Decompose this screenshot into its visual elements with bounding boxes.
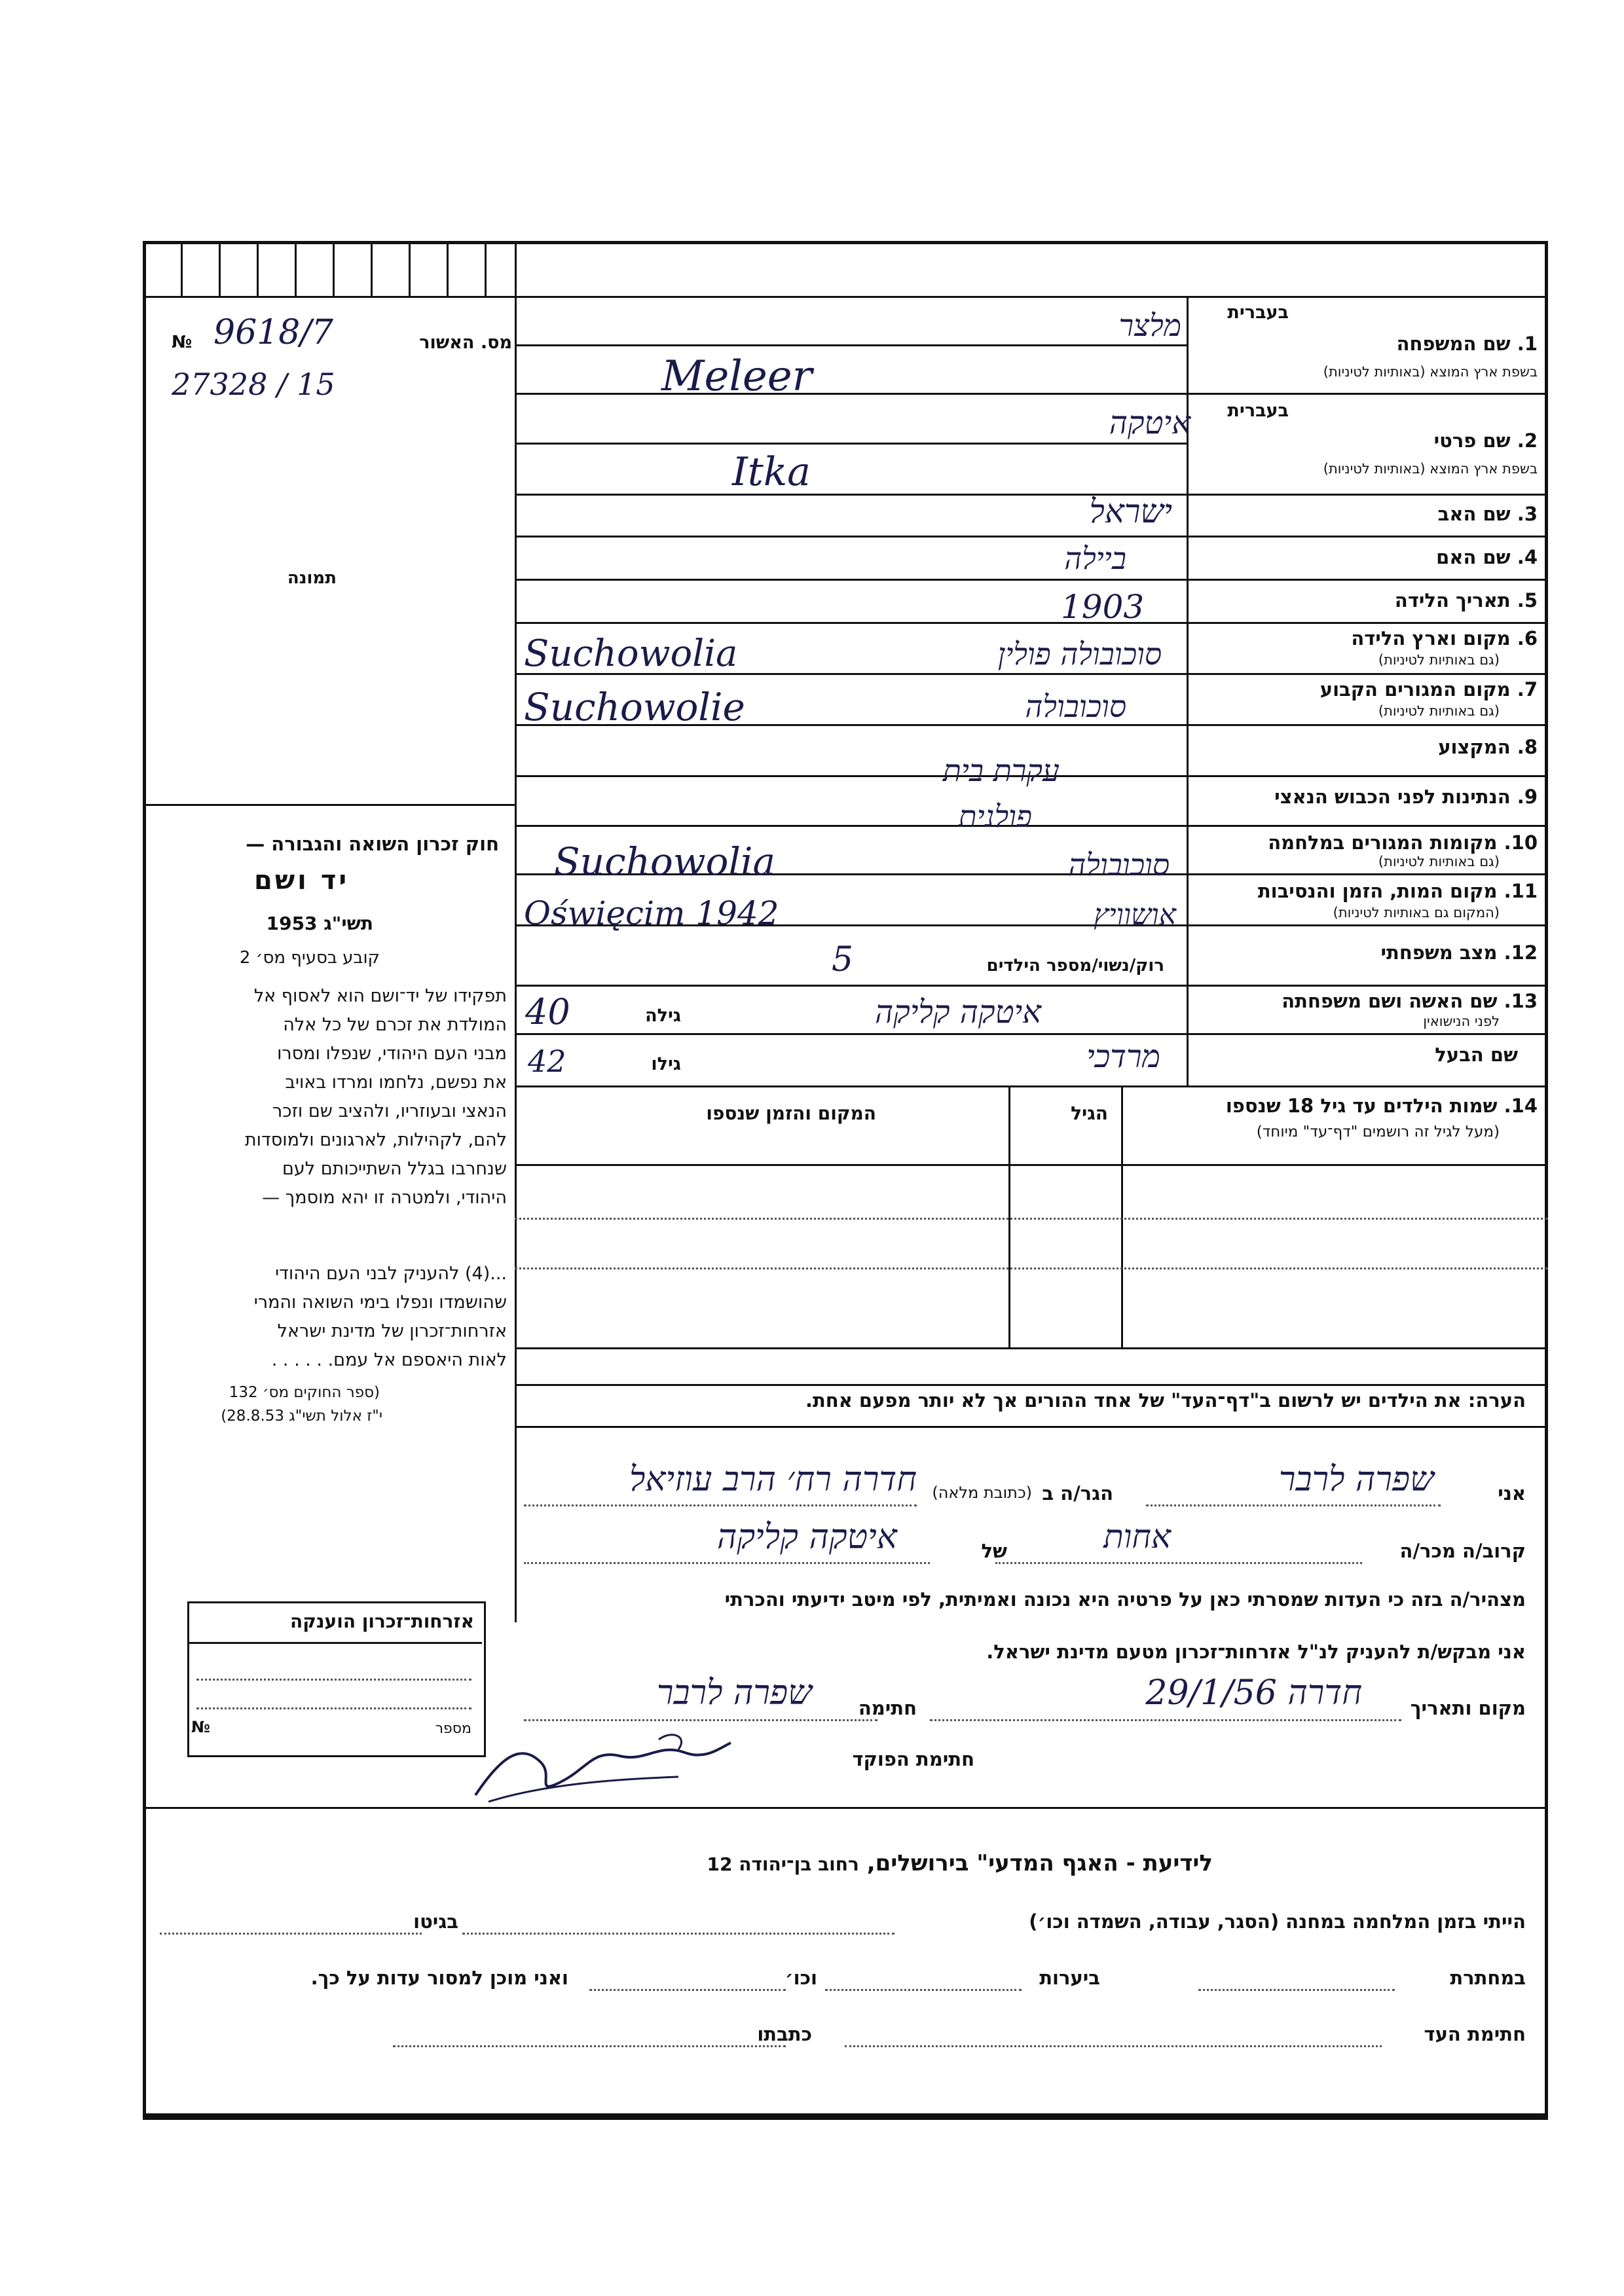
row-line (1187, 579, 1548, 581)
value-line (515, 536, 1187, 538)
field-13-label-text: שם האשה ושם משפחתה (1282, 990, 1498, 1012)
field-8-value: עקרת בית (942, 753, 1060, 788)
citizenship-title: אזרחות־זכרון הוענקה (290, 1611, 474, 1632)
children-label-text: שמות הילדים עד גיל 18 שנספו (1225, 1095, 1498, 1117)
info-line2-a: במחתרת (1450, 1967, 1526, 1989)
law-paragraph (166, 982, 507, 1212)
field-2-lang-label: בעברית (1227, 401, 1289, 421)
children-col-line (1008, 1085, 1010, 1347)
field-9-label (1274, 786, 1538, 808)
field-11-label-text: מקום המות, הזמן והנסיבות (1257, 880, 1498, 902)
witness-name: שפרה לרבר (1278, 1460, 1434, 1499)
field-7-number: 7. (1517, 678, 1538, 701)
law-source-date: י"ז אלול תשי"ג 28.8.53) (221, 1408, 382, 1425)
info-line2-dots (1198, 1989, 1395, 1991)
relation-value: אחות (1103, 1518, 1171, 1556)
field-11-hebrew-value: אושוויץ (1094, 898, 1176, 932)
row-line (1187, 924, 1548, 926)
relative-of-line (524, 1562, 930, 1564)
header-cell-line (181, 241, 183, 296)
field-1-label-text: שם המשפחה (1396, 333, 1511, 355)
children-sub: (מעל לגיל זה רושמים "דף־עד" מיוחד) (1256, 1123, 1500, 1140)
children-col-age: הגיל (1071, 1102, 1108, 1124)
field-1-lang-label: בעברית (1227, 302, 1289, 323)
photo-label: תמונה (287, 568, 337, 588)
certificate-number-label: מס. האשור (419, 333, 512, 353)
children-col-place: המקום והזמן שנספו (706, 1102, 876, 1124)
field-10-hebrew-value: סוכובולה (1068, 847, 1170, 883)
org-name: יד ושם (254, 866, 350, 896)
value-line (515, 494, 1187, 496)
field-2-label-text: שם פרטי (1433, 429, 1511, 452)
field-10-label (1268, 831, 1538, 854)
address-value: חדרה רח׳ הרב עוזיאל (629, 1460, 917, 1499)
field-4-label (1436, 546, 1538, 568)
law-line: ...(4) להעניק לבני העם היהודי (275, 1264, 507, 1284)
law-line: שהושמדו ונפלו בימי השואה והמרי (253, 1292, 507, 1313)
field-4-label-text: שם האם (1436, 546, 1511, 568)
note-bottom-line (515, 1426, 1548, 1428)
field-6-label (1351, 627, 1538, 649)
row-line (1187, 724, 1548, 726)
field-3-label (1438, 503, 1538, 525)
officer-label: חתימת הפוקד (852, 1748, 974, 1770)
law-line: הנאצי ובעוזריו, ולהציב שם וזכר (272, 1101, 507, 1121)
citizenship-line (196, 1679, 471, 1681)
info-line2-b: ביערות (1039, 1967, 1100, 1989)
certificate-handwritten-sub: 27328 / 15 (172, 367, 335, 402)
info-line1-dots-2 (160, 1933, 422, 1935)
place-date-label: מקום ותאריך (1410, 1697, 1526, 1719)
header-cell-line (485, 241, 487, 296)
header-cell-line (371, 241, 373, 296)
header-cell-line (447, 241, 449, 296)
field-2-sub: בשפת ארץ המוצא (באותיות לטיניות) (1323, 461, 1538, 477)
info-line2-end: ואני מוכן למסור עדות על כך. (310, 1967, 568, 1989)
field-5-label (1395, 589, 1538, 611)
info-title-text: לידיעת - האגף המדעי" בירושלים, (866, 1850, 1213, 1876)
place-date-line (930, 1719, 1401, 1721)
address-label: הגר/ה ב (1042, 1482, 1113, 1504)
field-1-label (1397, 333, 1538, 355)
field-1-number: 1. (1517, 333, 1538, 355)
field-7-label (1320, 678, 1538, 701)
field-12-value: 5 (832, 940, 854, 979)
info-line3-dots-2 (393, 2045, 786, 2047)
field-12-number: 12. (1504, 941, 1538, 964)
husband-age-label: גילו (651, 1054, 681, 1074)
field-5-number: 5. (1517, 589, 1538, 611)
field-6-number: 6. (1517, 627, 1538, 649)
citizenship-line (196, 1707, 471, 1709)
field-10-number: 10. (1504, 831, 1538, 854)
row-line (1187, 985, 1548, 987)
wife-name-value: איטקה קליקה (875, 994, 1041, 1030)
row-line (1187, 393, 1548, 395)
row-line (1187, 775, 1548, 777)
law-section: קובע בסעיף מס׳ 2 (239, 948, 380, 968)
left-column-divider (515, 241, 517, 1622)
info-address: רחוב בן־יהודה 12 (707, 1853, 859, 1875)
value-line (515, 579, 1187, 581)
field-1-sub: בשפת ארץ המוצא (באותיות לטיניות) (1323, 364, 1538, 380)
law-line: את נפשם, נלחמו ומרדו באויב (285, 1072, 507, 1093)
header-cell-line (219, 241, 221, 296)
field-8-label (1438, 736, 1538, 758)
header-cell-line (409, 241, 411, 296)
relative-of-value: איטקה קליקה (716, 1518, 897, 1557)
law-source: (ספר החוקים מס׳ 132 (229, 1384, 380, 1401)
law-line: שנחרבו בגלל השתייכותם לעם (282, 1159, 507, 1179)
field-6-value: Suchowolia (524, 632, 738, 675)
husband-name-value: מרדכי (1086, 1038, 1160, 1075)
field-11-sub: (המקום גם באותיות לטיניות) (1333, 905, 1500, 920)
children-row-line (515, 1218, 1548, 1220)
husband-label: שם הבעל (1435, 1044, 1518, 1066)
field-10-sub: (גם באותיות לטיניות) (1378, 854, 1500, 869)
note-line (515, 1384, 1548, 1386)
row-line (1187, 673, 1548, 675)
field-8-number: 8. (1517, 736, 1538, 758)
children-row-line (515, 1267, 1548, 1269)
row-line (1187, 494, 1548, 496)
field-8-label-text: המקצוע (1438, 736, 1511, 758)
field-7-value: Suchowolie (524, 685, 745, 729)
wife-age-value: 40 (525, 991, 570, 1032)
field-10-value: Suchowolia (554, 839, 776, 884)
field-11-label (1258, 880, 1538, 902)
info-line3-a: חתימת העד (1424, 2023, 1526, 2045)
field-6-sub: (גם באותיות לטיניות) (1378, 652, 1500, 668)
field-13-number: 13. (1504, 990, 1538, 1012)
law-line: מבני העם היהודי, שנפלו ומסרו (277, 1044, 507, 1064)
law-line: המולדת את זכרם של כל אלה (283, 1015, 507, 1035)
children-number: 14. (1504, 1095, 1538, 1117)
field-2-hebrew-value: איטקה (1109, 405, 1190, 441)
info-divider (143, 1807, 1548, 1809)
children-top-line (515, 1085, 1548, 1087)
signature-value: שפרה לרבר (656, 1673, 812, 1713)
info-line1-start: הייתי בזמן המלחמה במחנה (הסגר, עבודה, השמדה וכו׳) (1029, 1910, 1526, 1933)
relation-line (995, 1562, 1362, 1564)
field-13-sub: לפני הנישואין (1423, 1013, 1500, 1029)
info-line2-dots-2 (825, 1989, 1022, 1991)
header-cell-line (295, 241, 297, 296)
field-11-value: Oświęcim 1942 (524, 894, 779, 932)
testimony-line (1146, 1504, 1441, 1506)
field-6-hebrew-value: סוכובולה פולין (997, 636, 1162, 672)
field-1-hebrew-value: מלצר (1118, 308, 1181, 343)
field-13-label (1282, 990, 1538, 1012)
value-line (515, 344, 1187, 346)
field-4-number: 4. (1517, 546, 1538, 568)
children-label (1226, 1095, 1538, 1117)
info-line2-c: וכו׳ (784, 1967, 817, 1989)
info-line1-dots (462, 1933, 895, 1935)
law-line: אזרחות־זכרון של מדינת ישראל (277, 1321, 507, 1341)
field-7-sub: (גם באותיות לטיניות) (1378, 703, 1500, 719)
row-line (1187, 536, 1548, 538)
header-cell-line (257, 241, 259, 296)
field-5-value: 1903 (1061, 588, 1145, 626)
citizenship-number-label: מספר (435, 1721, 471, 1737)
citizenship-no-sign: № (191, 1718, 210, 1736)
field-12-row-label: רוק/נשוי/מספר הילדים (986, 956, 1164, 975)
value-line (515, 393, 1187, 395)
relative-label: קרוב/ה מכר/ה (1399, 1540, 1526, 1562)
request-text: אני מבקש/ת להעניק לנ"ל אזרחות־זכרון מטעם מדינת ישראל. (986, 1641, 1526, 1663)
info-line2-dots-3 (589, 1989, 786, 1991)
field-7-hebrew-value: סוכובולה (1025, 689, 1126, 724)
law-line: להם, לקהילות, לארגונים ולמוסדות (244, 1130, 507, 1150)
declaration-text: מצהיר/ה בזה כי העדות שמסרתי כאן על פרטיה היא נכונה ואמיתית, לפי מיטב ידיעתי והכרתי (724, 1588, 1526, 1611)
signature-label: חתימה (858, 1697, 917, 1719)
children-bottom-line (515, 1347, 1548, 1349)
value-line (515, 825, 1187, 827)
law-year: תשי"ג 1953 (266, 913, 373, 934)
field-3-number: 3. (1517, 503, 1538, 525)
field-3-value: ישראל (1089, 492, 1172, 530)
field-12-label-text: מצב משפחתי (1380, 941, 1498, 964)
children-note: הערה: את הילדים יש לרשום ב"דף־העד" של אחד ההורים אך לא יותר מפעם אחת. (805, 1389, 1526, 1412)
officer-signature-scribble (462, 1717, 744, 1815)
address-sub: (כתובת מלאה) (932, 1484, 1032, 1502)
law-paragraph-2 (166, 1260, 507, 1375)
field-7-label-text: מקום המגורים הקבוע (1320, 678, 1511, 701)
address-line (524, 1504, 917, 1506)
field-5-label-text: תאריך הלידה (1394, 589, 1511, 611)
field-9-value: פולנית (958, 799, 1032, 834)
info-title (707, 1850, 1213, 1876)
wife-age-label: גילה (645, 1006, 681, 1026)
value-line (515, 1033, 1187, 1035)
field-9-label-text: הנתינות לפני הכבוש הנאצי (1274, 786, 1511, 808)
row-line (1187, 1033, 1548, 1035)
row-line (1187, 825, 1548, 827)
field-12-label (1380, 941, 1538, 964)
info-line3-dots (845, 2045, 1382, 2047)
header-cell-line (333, 241, 335, 296)
value-line (515, 985, 1187, 987)
field-10-label-text: מקומות המגורים במלחמה (1268, 831, 1498, 854)
field-3-label-text: שם האב (1437, 503, 1511, 525)
row-line (1187, 873, 1548, 875)
husband-age-value: 42 (528, 1044, 566, 1079)
law-line: היהודי, ולמטרה זו יהא מוסמך — (262, 1188, 507, 1208)
certificate-handwritten-number: 9618/7 (213, 313, 333, 352)
place-date-value: חדרה 29/1/56 (1145, 1673, 1362, 1713)
testimony-i-label: אני (1498, 1482, 1526, 1504)
form-bottom-line (143, 2113, 1548, 2117)
field-2-label (1434, 429, 1538, 452)
law-title: חוק זכרון השואה והגבורה — (246, 833, 499, 855)
value-line (515, 443, 1187, 445)
law-line: תפקידו של יד־ושם הוא לאסוף אל (253, 986, 507, 1006)
children-col-line (1121, 1085, 1123, 1347)
field-2-number: 2. (1517, 429, 1538, 452)
certificate-no-sign: № (172, 333, 193, 352)
field-4-value: ביילה (1064, 541, 1126, 576)
row-line (1187, 622, 1548, 624)
value-line (515, 775, 1187, 777)
law-line: לאות היאספם אל עמם. . . . . . (271, 1350, 507, 1370)
children-header-line (515, 1164, 1548, 1166)
field-9-number: 9. (1517, 786, 1538, 808)
citizenship-title-line (187, 1642, 482, 1644)
info-line3-b: כתבתו (757, 2023, 812, 2045)
photo-divider (143, 804, 515, 806)
header-divider (143, 296, 1548, 298)
field-2-value: Itka (732, 449, 811, 495)
of-label: של (981, 1540, 1007, 1562)
field-6-label-text: מקום וארץ הלידה (1351, 627, 1511, 649)
field-1-value: Meleer (661, 352, 813, 401)
field-11-number: 11. (1504, 880, 1538, 902)
info-line1-end: בגיטו (413, 1910, 458, 1933)
